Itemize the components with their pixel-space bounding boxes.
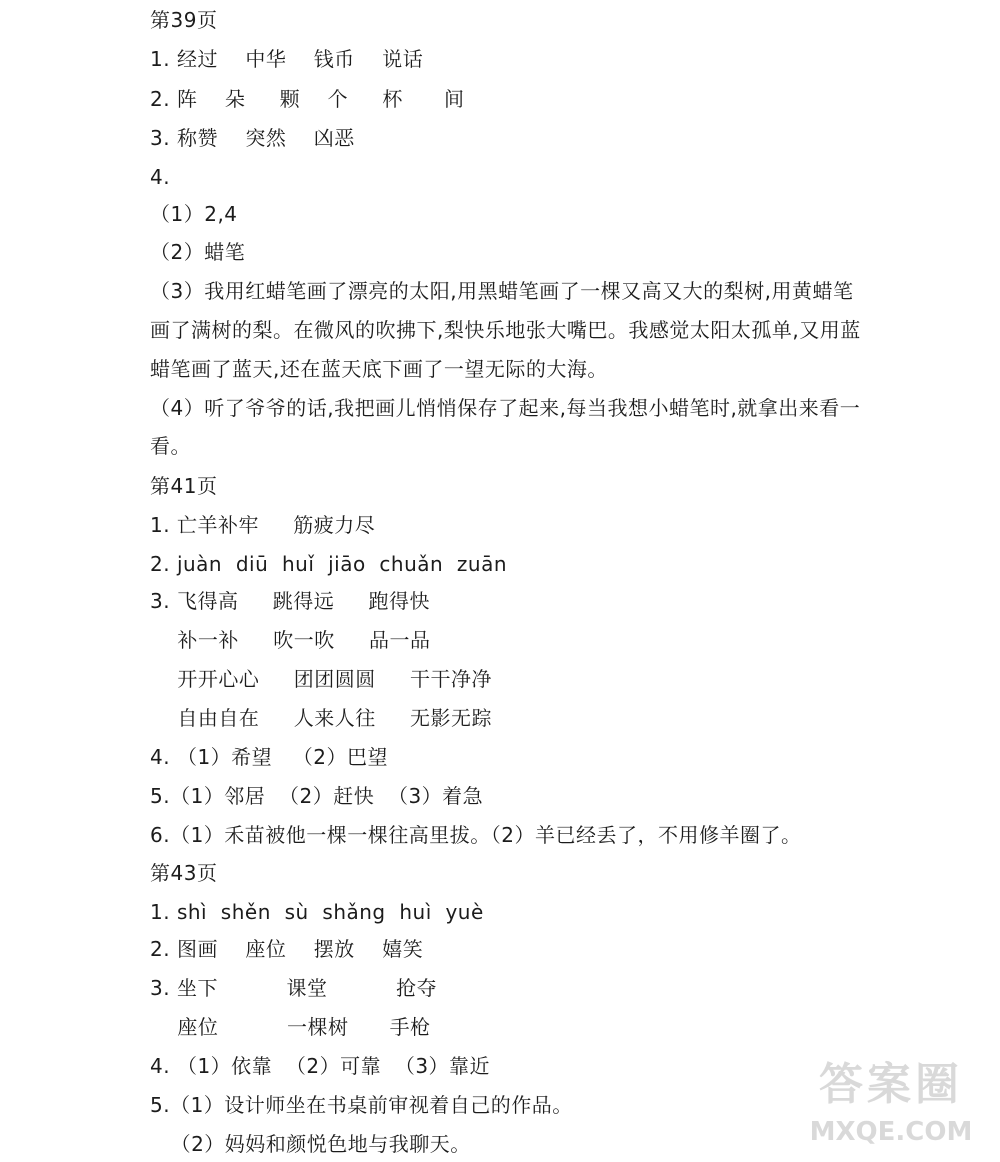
watermark-bottom-text: MXQE.COM (809, 1117, 973, 1147)
section-heading-p41: 第41页 (150, 474, 218, 498)
answer-line: 3. 坐下 课堂 抢夺 (150, 976, 438, 1000)
answer-line: 看。 (150, 434, 191, 458)
answer-line: 4. (150, 165, 171, 189)
answer-line: 蜡笔画了蓝天,还在蓝天底下画了一望无际的大海。 (150, 357, 608, 381)
answer-line: 1. 经过 中华 钱币 说话 (150, 47, 424, 71)
watermark-top-text: 答案圈 (819, 1059, 963, 1110)
answer-line: （2）妈妈和颜悦色地与我聊天。 (150, 1132, 471, 1156)
watermark-logo (796, 1060, 986, 1156)
answer-line: （1）2,4 (150, 202, 238, 226)
answer-line: 2. 图画 座位 摆放 嬉笑 (150, 937, 424, 961)
answer-line: 座位 一棵树 手枪 (150, 1015, 431, 1039)
answer-line: 1. shì shěn sù shǎng huì yuè (150, 900, 484, 924)
section-heading-p39: 第39页 (150, 8, 218, 32)
answer-line: 3. 飞得高 跳得远 跑得快 (150, 589, 431, 613)
answer-line: 4. （1）依靠 （2）可靠 （3）靠近 (150, 1054, 491, 1078)
answer-line: （2）蜡笔 (150, 240, 246, 264)
answer-line: 画了满树的梨。在微风的吹拂下,梨快乐地张大嘴巴。我感觉太阳太孤单,又用蓝 (150, 318, 861, 342)
answer-line: 3. 称赞 突然 凶恶 (150, 126, 355, 150)
answer-line: 补一补 吹一吹 品一品 (150, 628, 431, 652)
answer-line: 2. juàn diū huǐ jiāo chuǎn zuān (150, 552, 508, 576)
answer-line: 4. （1）希望 （2）巴望 (150, 745, 388, 769)
answer-line: 5.（1）设计师坐在书桌前审视着自己的作品。 (150, 1093, 573, 1117)
answer-line: （3）我用红蜡笔画了漂亮的太阳,用黑蜡笔画了一棵又高又大的梨树,用黄蜡笔 (150, 279, 854, 303)
answer-line: 1. 亡羊补牢 筋疲力尽 (150, 513, 376, 537)
section-heading-p43: 第43页 (150, 861, 218, 885)
answer-line: 开开心心 团团圆圆 干干净净 (150, 667, 493, 691)
answer-line: 2. 阵 朵 颗 个 杯 间 (150, 87, 465, 111)
answer-line: 5.（1）邻居 （2）赶快 （3）着急 (150, 784, 484, 808)
answer-line: 6.（1）禾苗被他一棵一棵往高里拔。（2）羊已经丢了，不用修羊圈了。 (150, 823, 802, 847)
answer-line: 自由自在 人来人往 无影无踪 (150, 706, 493, 730)
answer-line: （4）听了爷爷的话,我把画儿悄悄保存了起来,每当我想小蜡笔时,就拿出来看一 (150, 396, 861, 420)
